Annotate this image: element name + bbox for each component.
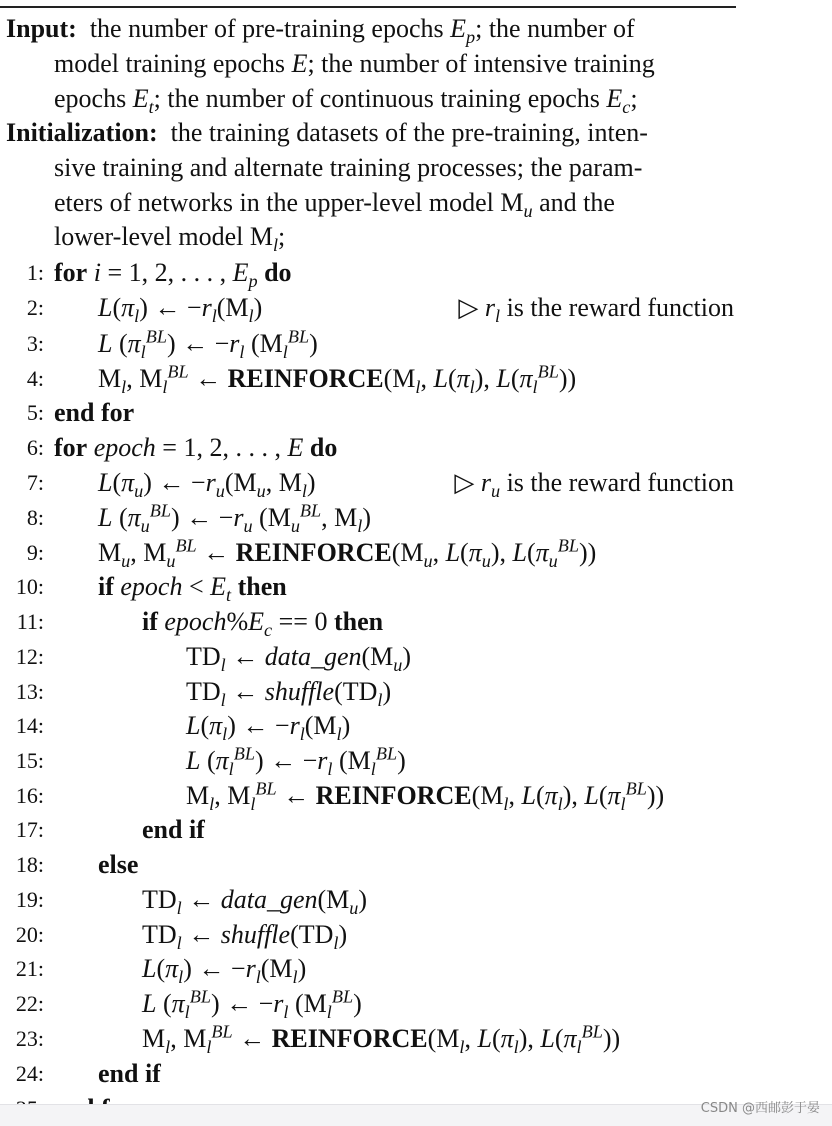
algo-line-5: end for bbox=[54, 398, 135, 427]
line-number: 23: bbox=[15, 1026, 44, 1051]
input-line-3: epochs $E_t$; the number of continuous training epochs $E_c$; bbox=[54, 84, 638, 118]
algo-line-1: for i = 1, 2, . . . , $E_p$ do bbox=[54, 258, 292, 292]
line-number: 20: bbox=[15, 922, 44, 947]
line-number: 24: bbox=[15, 1061, 44, 1086]
algo-line-24: end if bbox=[98, 1059, 161, 1088]
init-line-1 bbox=[6, 116, 648, 150]
line-number: 17: bbox=[15, 817, 44, 842]
init-label: Initialization: bbox=[6, 118, 158, 147]
line-number: 2: bbox=[26, 295, 44, 320]
line-number: 3: bbox=[26, 331, 44, 356]
line-number: 21: bbox=[15, 956, 44, 981]
algo-line-23: $M_l$, $M_l^{BL}$ ← $REINFORCE(M_l$, $L(\pi_l)$, $L(\pi_l^{BL})$) bbox=[142, 1021, 621, 1058]
input-text-1: the number of pre-training epochs $E_p$; the number of bbox=[83, 14, 635, 48]
algo-line-18: else bbox=[98, 850, 139, 879]
line-number: 15: bbox=[15, 748, 44, 773]
line-number: 8: bbox=[26, 505, 44, 530]
line-number: 6: bbox=[26, 435, 44, 460]
algo-line-10: if epoch < $E_t$ then bbox=[98, 572, 287, 606]
init-text-1: the training datasets of the pre-training, inten- bbox=[164, 118, 648, 147]
algo-line-8: L $(\pi_u^{BL})$ ← $-r_u$ ($M_u^{BL}$, $M_l$) bbox=[98, 500, 372, 537]
algo-line-6: for epoch = 1, 2, . . . , E do bbox=[54, 433, 338, 462]
algo-line-21: $L(\pi_l)$ ← $-r_l(M_l)$ bbox=[142, 954, 307, 988]
input-label: Input: bbox=[6, 14, 77, 43]
line-number: 5: bbox=[26, 400, 44, 425]
algo-line-4: $M_l$, $M_l^{BL}$ ← $REINFORCE(M_l$, $L(\pi_l)$, $L(\pi_l^{BL})$) bbox=[98, 361, 577, 398]
algo-line-14: $L(\pi_l)$ ← $-r_l(M_l)$ bbox=[186, 711, 351, 745]
algo-line-20: $TD_l$ ← $shuffle(TD_l)$ bbox=[142, 920, 348, 954]
algo-line-2: $L(\pi_l)$ ← $-r_l(M_l)$ bbox=[98, 293, 263, 327]
watermark: CSDN @西邮彭于晏 bbox=[700, 1101, 820, 1116]
algo-line-13: $TD_l$ ← $shuffle(TD_l)$ bbox=[186, 677, 392, 711]
line-number: 7: bbox=[26, 470, 44, 495]
algo-line-7: $L(\pi_u)$ ← $-r_u(M_u$, $M_l$) bbox=[98, 468, 316, 502]
algo-line-16: $M_l$, $M_l^{BL}$ ← $REINFORCE(M_l$, $L(\pi_l)$, $L(\pi_l^{BL})$) bbox=[186, 778, 665, 815]
comment-reward-u: ▷ $r_u$ is the reward function bbox=[454, 468, 734, 502]
line-number: 14: bbox=[15, 713, 44, 738]
line-number: 4: bbox=[26, 366, 44, 391]
algo-line-22: L $(\pi_l^{BL})$ ← $-r_l$ $(M_l^{BL})$ bbox=[142, 986, 362, 1023]
top-rule bbox=[0, 6, 736, 8]
line-number: 13: bbox=[15, 679, 44, 704]
init-line-3: eters of networks in the upper-level model $M_u$ and the bbox=[54, 188, 615, 222]
algo-line-12: $TD_l$ ← $data\_gen(M_u)$ bbox=[186, 642, 412, 676]
line-number: 12: bbox=[15, 644, 44, 669]
line-number: 9: bbox=[26, 540, 44, 565]
input-line-1 bbox=[6, 12, 635, 46]
algo-line-11: if $epoch\%E_c == 0$ then bbox=[142, 607, 384, 641]
line-number: 16: bbox=[15, 783, 44, 808]
line-number: 1: bbox=[26, 260, 44, 285]
algo-line-19: $TD_l$ ← $data\_gen(M_u)$ bbox=[142, 885, 368, 919]
line-number: 11: bbox=[16, 609, 44, 634]
init-line-2: sive training and alternate training processes; the param- bbox=[54, 153, 643, 182]
comment-reward-l: ▷ $r_l$ is the reward function bbox=[458, 293, 734, 327]
input-line-2: model training epochs E; the number of intensive training bbox=[54, 49, 655, 78]
line-number: 18: bbox=[15, 852, 44, 877]
line-number: 22: bbox=[15, 991, 44, 1016]
line-number: 10: bbox=[15, 574, 44, 599]
init-line-4: lower-level model $M_l$; bbox=[54, 222, 286, 256]
algo-line-15: L $(\pi_l^{BL})$ ← $-r_l$ $(M_l^{BL})$ bbox=[186, 743, 406, 780]
algo-line-3: L $(\pi_l^{BL})$ ← $-r_l$ $(M_l^{BL})$ bbox=[98, 326, 318, 363]
algo-line-17: end if bbox=[142, 815, 205, 844]
line-number: 19: bbox=[15, 887, 44, 912]
algo-line-9: $M_u$, $M_u^{BL}$ ← $REINFORCE(M_u$, $L(\pi_u)$, $L(\pi_u^{BL})$) bbox=[98, 535, 597, 572]
